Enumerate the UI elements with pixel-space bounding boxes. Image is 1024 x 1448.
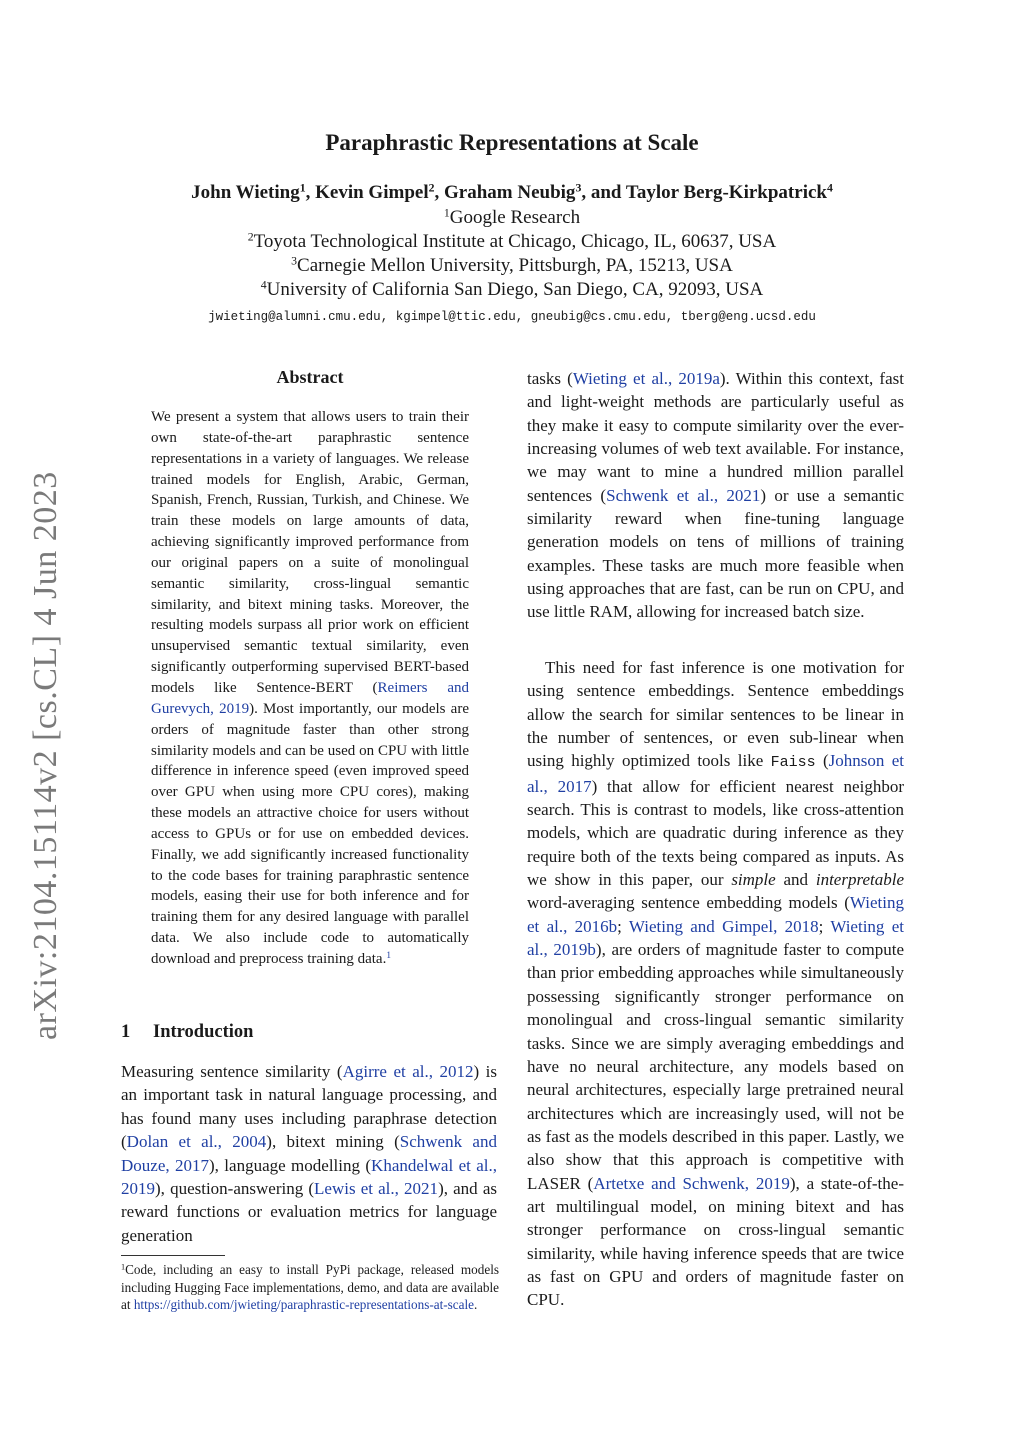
author-name: Kevin Gimpel — [315, 182, 429, 203]
abstract-heading: Abstract — [276, 367, 344, 387]
body-text: ) or use a semantic similarity reward when fine-tuning language generation models on tens of millions of training examples. These tasks are much more feasible when using approaches that are fast, can be run on CPU, and use little RAM, allowing for increased batch size. — [527, 485, 904, 622]
citation-link[interactable]: Wieting et al., 2019b — [527, 916, 904, 960]
affiliation-line — [0, 207, 1024, 229]
body-text: word-averaging sentence embedding models ( — [527, 893, 850, 913]
section-title: Introduction — [153, 1022, 254, 1042]
and-word: and — [590, 182, 622, 203]
affiliation-number: 2 — [247, 230, 254, 244]
affiliation-line — [0, 255, 1024, 277]
citation-link[interactable]: Dolan et al., 2004 — [126, 1132, 267, 1152]
citation-link[interactable]: Wieting et al., 2019a — [572, 369, 720, 388]
affiliation-mark: 4 — [826, 181, 833, 195]
body-text: ), and as reward functions or evaluation metrics for language generation — [121, 1179, 497, 1245]
body-text: ; — [617, 916, 629, 936]
body-text: ), a state-of-the-art multilingual model, on mining bitext and has stronger performance on cross-lingual semantic similarity, while having inference speeds that are twice as fast on GPU and orders of magnitude faster on CPU. — [527, 1173, 904, 1310]
author-name: Graham Neubig — [444, 182, 576, 203]
body-text: ; — [818, 916, 831, 936]
abstract-text: ). Most importantly, our models are orders of magnitude faster than other strong similarity models and can be used on CPU with little difference in inference speed (even improved speed over GPU when using more CPU cores), making these models an attractive choice for users without access to GPUs or for use on embedded devices. Finally, we add significantly increased functionality to the code bases for training paraphrastic sentence models, easing their use for both inference and for training them for any desired language with parallel data. We also include code to automatically download and preprocess training data. — [151, 700, 469, 967]
citation-link[interactable]: Lewis et al., 2021 — [314, 1179, 439, 1199]
affiliation-number: 1 — [443, 206, 450, 220]
intro-paragraph — [121, 1060, 497, 1247]
author-list: John Wieting$^1$, Kevin Gimpel$^2$, Graham Neubig$^3$, and Taylor Berg-Kirkpatrick$^4$ — [191, 181, 833, 203]
body-text: Measuring sentence similarity ( — [121, 1062, 343, 1081]
right-paragraph-1 — [527, 367, 904, 624]
section-heading-introduction — [121, 1022, 501, 1043]
body-text: ), language modelling ( — [209, 1155, 372, 1175]
email-address[interactable]: gneubig@cs.cmu.edu — [530, 310, 666, 324]
body-text: ), are orders of magnitude faster to compute than prior embedding approaches while simultaneously possessing significantly stronger performance on monolingual and cross-lingual semantic similarity tasks. Since we are simply averaging embeddings and have no neural architecture, any models based on neural architectures, especially large pretrained neural architectures which are increasingly used, will not be as fast as the models described in this paper. Lastly, we also show that this approach is competitive with LASER ( — [527, 940, 904, 1193]
body-text: ) is an important task in natural language processing, and has found many uses including paraphrase detection ( — [121, 1062, 498, 1152]
affiliation-text: Google Research — [449, 207, 581, 228]
affiliation-text: Carnegie Mellon University, Pittsburgh, PA, 15213, USA — [297, 255, 733, 276]
footnote-marker[interactable]: 1 — [386, 950, 391, 961]
affiliation-mark: 3 — [575, 181, 582, 195]
right-paragraph-2 — [527, 656, 904, 1312]
paper-title: Paraphrastic Representations at Scale — [325, 130, 699, 155]
email-address[interactable]: tberg@eng.ucsd.edu — [680, 310, 816, 324]
body-text: ). Within this context, fast and light-weight methods are particularly useful as they make it easy to compute similarity over the ever-increasing volumes of web text available. For instance, we may want to mine a hundred million parallel sentences ( — [527, 369, 904, 505]
body-text: and — [775, 870, 816, 890]
affiliation-text: Toyota Technological Institute at Chicago, Chicago, IL, 60637, USA — [253, 231, 777, 252]
citation-link[interactable]: Schwenk et al., 2021 — [606, 485, 761, 505]
footnote-text: Code, including an easy to install PyPi package, released models including Hugging Face implementations, demo, and data are available at — [121, 1262, 499, 1312]
arxiv-stamp: arXiv:2104.15114v2 [cs.CL] 4 Jun 2023 — [27, 471, 64, 1040]
body-text: This need for fast inference is one motivation for using sentence embeddings. Sentence embeddings allow the search for similar sentences to be linear in the number of sentences, or even sub-linear when using highly optimized tools like — [527, 658, 904, 771]
citation-link[interactable]: Khandelwal et al., 2019 — [121, 1155, 497, 1199]
footnote-rule — [121, 1255, 225, 1256]
email-address[interactable]: kgimpel@ttic.edu — [395, 310, 516, 324]
body-text: tasks ( — [527, 369, 573, 388]
abstract-text: We present a system that allows users to train their own state-of-the-art paraphrastic sentence representations in a variety of languages. We release trained models for English, Arabic, German, Spanish, French, Russian, Turkish, and Chinese. We train these models on large amounts of data, achieving significantly improved performance from our original papers on a suite of monolingual semantic similarity, cross-lingual semantic similarity, and bitext mining tasks. Moreover, the resulting models surpass all prior work on efficient unsupervised semantic textual similarity, even significantly outperforming supervised BERT-based models like Sentence-BERT ( — [151, 409, 469, 696]
affiliation-line — [0, 231, 1024, 253]
body-text: ), question-answering ( — [155, 1179, 315, 1199]
citation-link[interactable]: Agirre et al., 2012 — [342, 1062, 474, 1081]
affiliation-line — [0, 279, 1024, 301]
email-list: jwieting@alumni.cmu.edu, kgimpel@ttic.edu, gneubig@cs.cmu.edu, tberg@eng.ucsd.edu — [208, 310, 816, 324]
abstract-body — [151, 407, 469, 970]
citation-link[interactable]: Wieting and Gimpel, 2018 — [628, 916, 819, 936]
affiliation-text: University of California San Diego, San Diego, CA, 92093, USA — [266, 279, 764, 300]
repository-link[interactable]: https://github.com/jwieting/paraphrastic-representations-at-scale — [133, 1297, 475, 1312]
citation-link[interactable]: Johnson et al., 2017 — [527, 751, 905, 796]
citation-link[interactable]: Wieting et al., 2016b — [527, 893, 904, 936]
emphasis-text: simple — [731, 870, 776, 890]
affiliation-number: 3 — [291, 254, 298, 268]
citation-link[interactable]: Schwenk and Douze, 2017 — [121, 1132, 497, 1175]
footnote — [121, 1261, 499, 1314]
citation-link[interactable]: Artetxe and Schwenk, 2019 — [593, 1173, 790, 1193]
affiliation-mark: 1 — [299, 181, 306, 195]
affiliation-number: 4 — [260, 278, 267, 292]
citation-link[interactable]: Reimers and Gurevych, 2019 — [151, 679, 469, 717]
body-text: ), bitext mining ( — [266, 1132, 400, 1152]
emphasis-text: interpretable — [815, 870, 904, 890]
code-term: Faiss — [770, 754, 816, 772]
body-text: ( — [815, 751, 829, 771]
author-name: John Wieting — [191, 182, 300, 203]
footnote-number: 1 — [121, 1262, 126, 1272]
body-text: ) that allow for efficient nearest neighbor search. This is contrast to models, like cross-attention models, which are quadratic during inference as they require both of the texts being compared as inputs. As we show in this paper, our — [527, 776, 904, 890]
affiliation-mark: 2 — [428, 181, 435, 195]
footnote-text: . — [474, 1297, 478, 1312]
author-name: Taylor Berg-Kirkpatrick — [625, 182, 827, 203]
section-number: 1 — [121, 1022, 131, 1042]
email-address[interactable]: jwieting@alumni.cmu.edu — [208, 310, 381, 324]
